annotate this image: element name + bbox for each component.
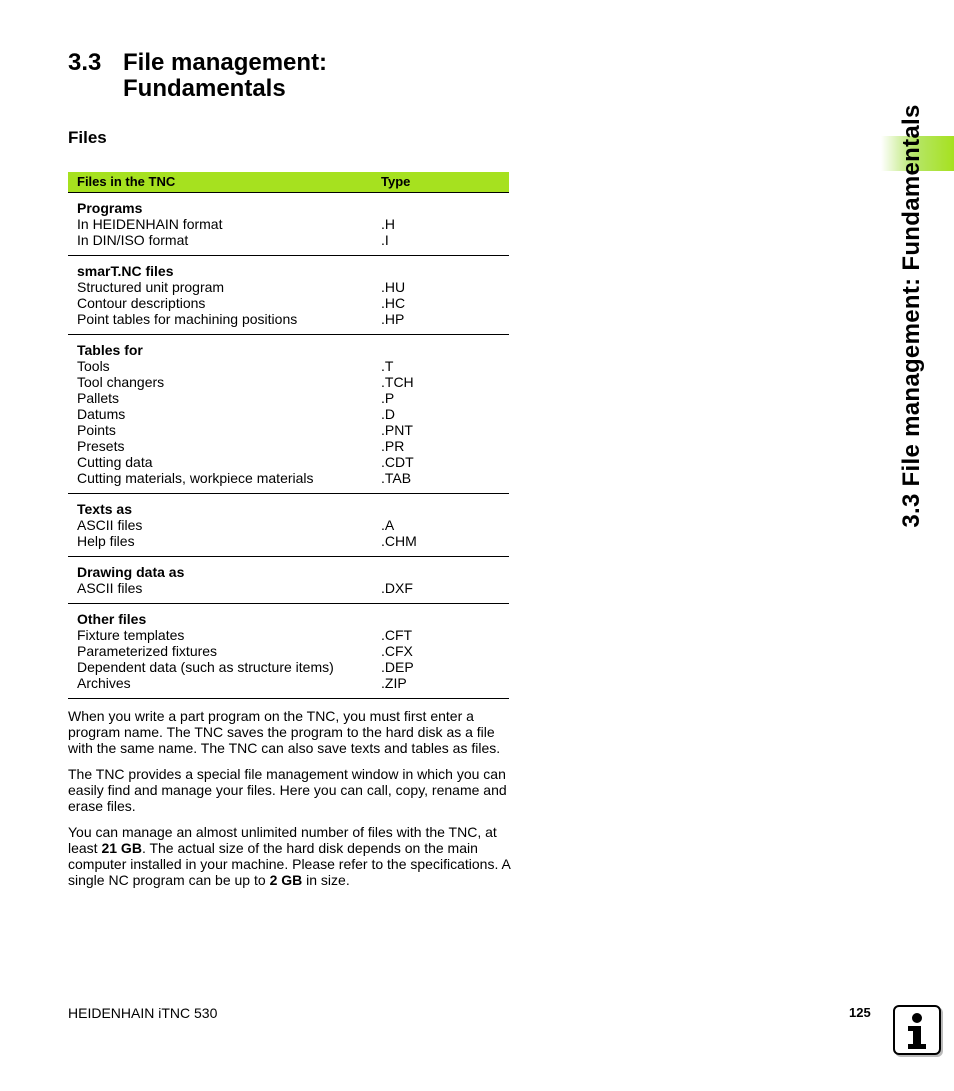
file-description: Point tables for machining positions [77, 311, 298, 327]
footer-product: HEIDENHAIN iTNC 530 [68, 1005, 218, 1021]
paragraph-3-part-e: in size. [302, 872, 350, 888]
file-description: Cutting data [77, 454, 153, 470]
group-title: Programs [77, 200, 143, 216]
file-extension: .CFT [381, 627, 413, 643]
group-title: Tables for [77, 342, 143, 358]
paragraph-3-bold-21gb: 21 GB [101, 840, 142, 856]
paragraph-3-part-c: . The actual size of the hard disk depends on the main computer installed in your machine. Please refer to the specifications. A single NC program can be up to [68, 840, 511, 888]
file-extension: .PNT [381, 422, 413, 438]
file-extension: .CDT [381, 454, 414, 470]
group-title: smarT.NC files [77, 263, 174, 279]
file-description: Contour descriptions [77, 295, 206, 311]
file-extension: .DXF [381, 580, 413, 596]
group-type-cell [376, 193, 509, 256]
file-description: Presets [77, 438, 125, 454]
paragraph-3 [68, 824, 513, 888]
section-heading-line1: File management: [123, 49, 328, 76]
paragraph-3-part-a: You can manage an almost unlimited number of files with the TNC, at least [68, 824, 497, 856]
table-group-row [68, 193, 509, 256]
file-description: Datums [77, 406, 126, 422]
file-description: ASCII files [77, 580, 143, 596]
table-group-row [68, 256, 509, 335]
file-extension: .DEP [381, 659, 414, 675]
file-extension: .D [381, 406, 395, 422]
file-extension: .H [381, 216, 395, 232]
group-title: Drawing data as [77, 564, 185, 580]
group-title: Texts as [77, 501, 132, 517]
side-tab-title: 3.3 File management: Fundamentals [898, 104, 925, 528]
group-type-cell [376, 557, 509, 604]
group-type-cell [376, 256, 509, 335]
table-header-row [68, 172, 509, 193]
file-description: Points [77, 422, 116, 438]
table-header-files: Files in the TNC [68, 172, 376, 193]
table-header-type: Type [376, 172, 509, 193]
file-extension: .TCH [381, 374, 414, 390]
section-heading-line2: Fundamentals [123, 75, 286, 102]
file-description: Dependent data (such as structure items) [77, 659, 334, 675]
file-extension: .CFX [381, 643, 413, 659]
file-types-table [68, 172, 509, 699]
group-files-cell [68, 193, 376, 256]
file-extension: .HU [381, 279, 406, 295]
file-description: Parameterized fixtures [77, 643, 218, 659]
group-files-cell [68, 256, 376, 335]
file-extension: .ZIP [381, 675, 407, 691]
file-extension: .P [381, 390, 395, 406]
file-description: Archives [77, 675, 131, 691]
section-number: 3.3 [68, 49, 102, 76]
table-group-row [68, 494, 509, 557]
file-description: ASCII files [77, 517, 143, 533]
file-description: Pallets [77, 390, 120, 406]
group-type-cell [376, 335, 509, 494]
group-files-cell [68, 557, 376, 604]
file-extension: .A [381, 517, 395, 533]
file-extension: .I [381, 232, 389, 248]
paragraph-2: The TNC provides a special file management window in which you can easily find and manage your files. Here you can call, copy, rename and erase files. [68, 766, 507, 814]
group-title: Other files [77, 611, 147, 627]
file-description: Structured unit program [77, 279, 225, 295]
table-group-row [68, 335, 509, 494]
group-type-cell [376, 604, 509, 699]
file-extension: .HP [381, 311, 405, 327]
info-icon [893, 1005, 941, 1055]
table-body [68, 193, 509, 699]
file-extension: .T [381, 358, 394, 374]
file-extension: .TAB [381, 470, 412, 486]
file-description: Tools [77, 358, 110, 374]
file-extension: .HC [381, 295, 406, 311]
subheading-files: Files [68, 128, 107, 147]
file-description: Tool changers [77, 374, 165, 390]
table-group-row [68, 557, 509, 604]
paragraph-1: When you write a part program on the TNC, you must first enter a program name. The TNC saves the program to the hard disk as a file with the same name. The TNC can also save texts and tables as files. [68, 708, 501, 756]
paragraph-3-bold-2gb: 2 GB [269, 872, 303, 888]
section-heading [123, 50, 483, 102]
file-description: Help files [77, 533, 135, 549]
table-group-row [68, 604, 509, 699]
file-description: In DIN/ISO format [77, 232, 189, 248]
group-type-cell [376, 494, 509, 557]
file-description: Fixture templates [77, 627, 185, 643]
file-extension: .CHM [381, 533, 417, 549]
page-number: 125 [849, 1005, 871, 1020]
group-files-cell [68, 494, 376, 557]
group-files-cell [68, 335, 376, 494]
file-description: Cutting materials, workpiece materials [77, 470, 314, 486]
group-files-cell [68, 604, 376, 699]
file-description: In HEIDENHAIN format [77, 216, 223, 232]
file-extension: .PR [381, 438, 405, 454]
